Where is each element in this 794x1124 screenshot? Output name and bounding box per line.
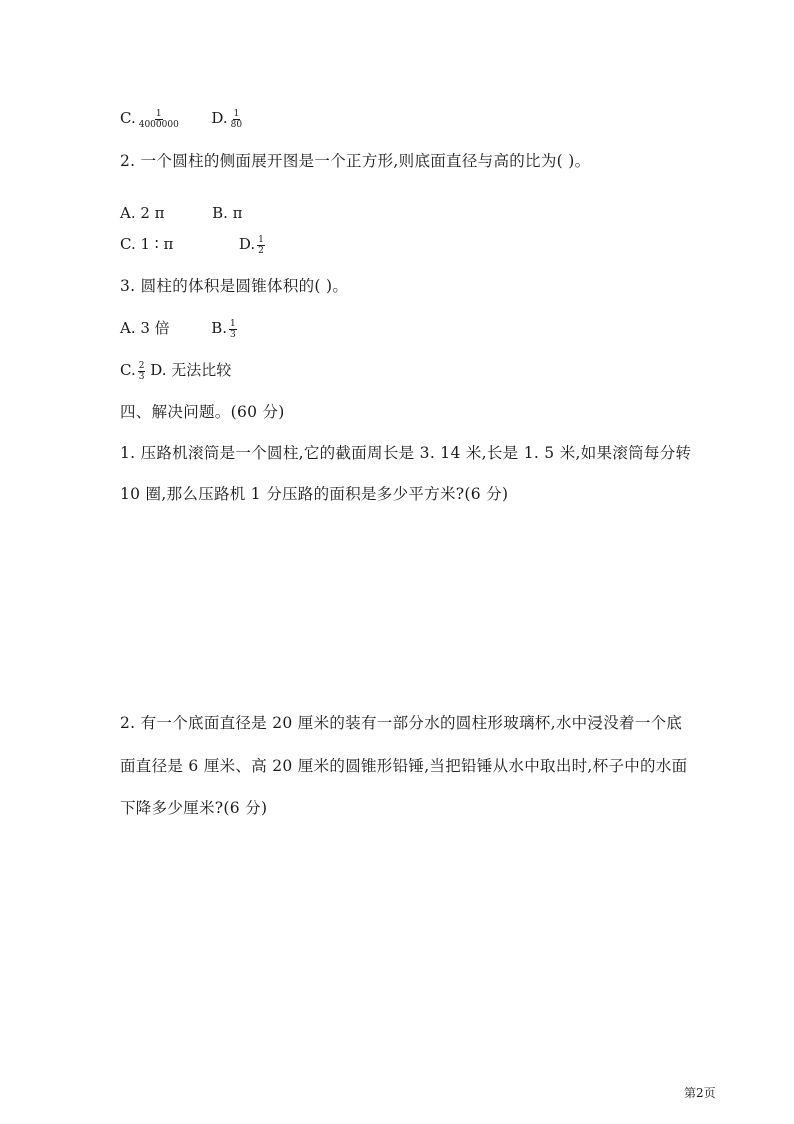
problem-1-line-1: 1. 压路机滚筒是一个圆柱,它的截面周长是 3. 14 米,长是 1. 5 米,如果滚筒每分转 xyxy=(120,444,692,462)
option-a: A. 3 倍 xyxy=(120,319,170,337)
question-3-options-ab xyxy=(120,318,237,340)
option-c-prefix: C. xyxy=(120,361,136,379)
problem-2-line-3: 下降多少厘米?(6 分) xyxy=(120,799,268,817)
option-d-prefix: D. xyxy=(238,235,256,253)
option-b-prefix: B. xyxy=(211,319,228,337)
option-c-fraction xyxy=(138,109,180,130)
fraction-numerator: 1 xyxy=(155,108,162,119)
option-a: A. 2 π xyxy=(120,204,165,222)
fraction-numerator: 1 xyxy=(258,234,264,245)
question-2-options-ab xyxy=(120,203,243,223)
section-heading: 四、解决问题。(60 分) xyxy=(120,403,285,421)
page-number: 第2页 xyxy=(684,1086,716,1100)
fraction-numerator: 1 xyxy=(230,318,236,329)
option-c-fraction xyxy=(138,361,146,382)
fraction-numerator: 2 xyxy=(138,360,145,371)
question-2-options-cd xyxy=(120,234,265,256)
question-2-stem: 2. 一个圆柱的侧面展开图是一个正方形,则底面直径与高的比为( )。 xyxy=(120,152,591,170)
question-3-stem: 3. 圆柱的体积是圆锥体积的( )。 xyxy=(120,277,349,295)
prev-question-options xyxy=(120,108,243,130)
problem-1-line-2: 10 圈,那么压路机 1 分压路的面积是多少平方米?(6 分) xyxy=(120,485,509,503)
problem-2-line-1: 2. 有一个底面直径是 20 厘米的装有一部分水的圆柱形玻璃杯,水中浸没着一个底 xyxy=(120,714,683,732)
fraction-denominator: 3 xyxy=(138,371,145,382)
fraction-denominator: 3 xyxy=(230,329,236,340)
question-3-options-cd xyxy=(120,360,231,382)
fraction-denominator: 2 xyxy=(258,245,264,256)
option-b: B. π xyxy=(212,204,243,222)
fraction-denominator: 4000000 xyxy=(138,119,179,130)
option-d: D. 无法比较 xyxy=(150,361,232,379)
option-d-prefix: D. xyxy=(211,109,228,127)
problem-2-line-2: 面直径是 6 厘米、高 20 厘米的圆锥形铅锤,当把铅锤从水中取出时,杯子中的水面 xyxy=(120,757,688,775)
option-d-fraction xyxy=(257,235,265,256)
fraction-denominator: 80 xyxy=(230,119,243,130)
option-b-fraction xyxy=(229,319,237,340)
option-c-prefix: C. xyxy=(120,109,136,127)
fraction-numerator: 1 xyxy=(233,108,240,119)
option-c: C. 1 ∶ π xyxy=(120,235,174,253)
option-d-fraction xyxy=(230,109,243,130)
